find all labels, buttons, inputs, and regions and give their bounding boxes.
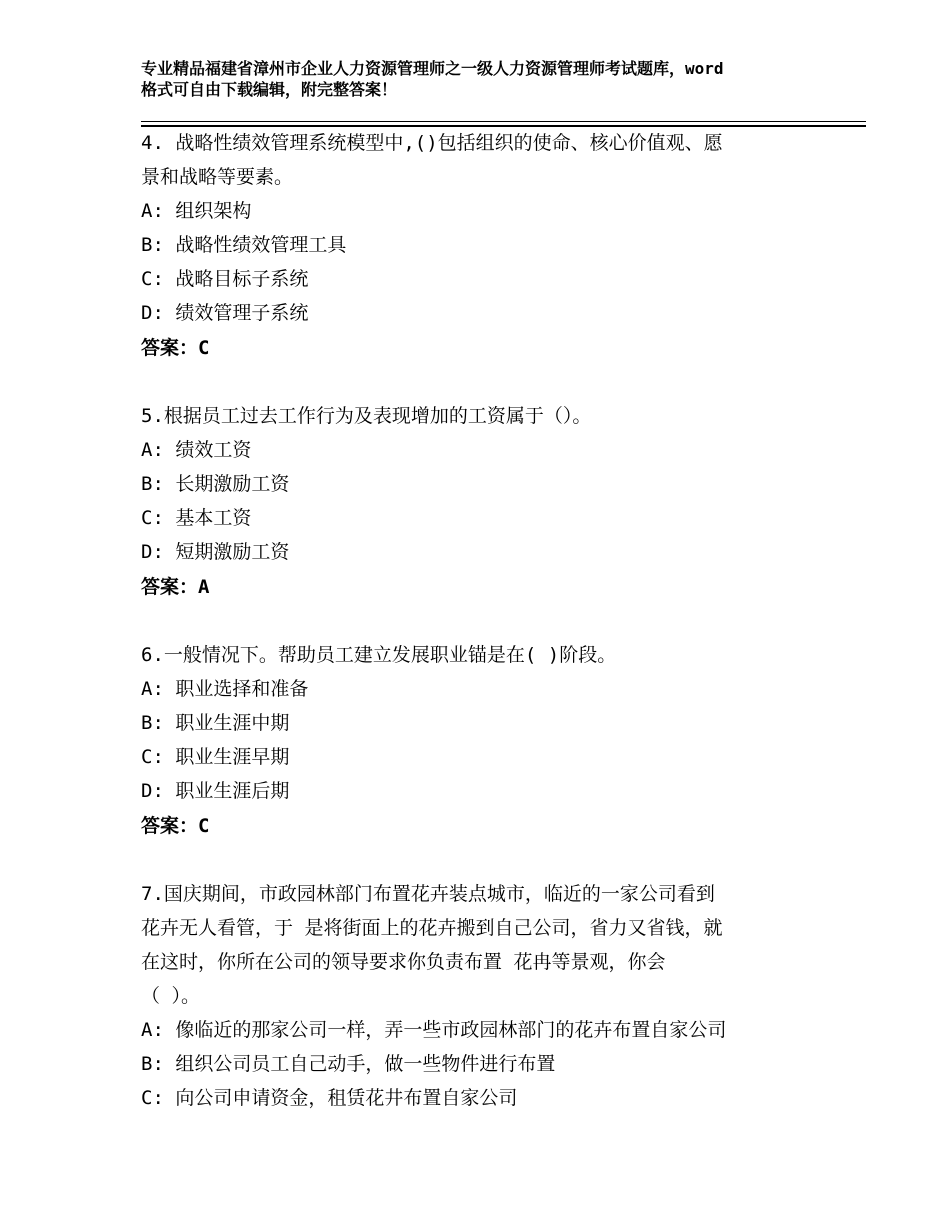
question-6-option-c: C: 职业生涯早期 bbox=[141, 746, 290, 768]
question-4-answer: 答案：C bbox=[141, 337, 210, 359]
header-line-1: 专业精品福建省漳州市企业人力资源管理师之一级人力资源管理师考试题库，word bbox=[141, 59, 724, 78]
question-7-stem-line-4: （ ）。 bbox=[141, 985, 200, 1007]
question-6-option-a: A: 职业选择和准备 bbox=[141, 678, 309, 700]
question-6-option-d: D: 职业生涯后期 bbox=[141, 780, 290, 802]
question-4-option-a: A: 组织架构 bbox=[141, 200, 252, 222]
question-5-option-d: D: 短期激励工资 bbox=[141, 541, 290, 563]
question-7-stem-line-2: 花卉无人看管，于 是将街面上的花卉搬到自己公司，省力又省钱，就 bbox=[141, 917, 723, 939]
question-4-stem-line-2: 景和战略等要素。 bbox=[141, 166, 294, 188]
question-7-option-c: C: 向公司申请资金，租赁花井布置自家公司 bbox=[141, 1087, 518, 1109]
document-header bbox=[141, 58, 841, 100]
question-5-answer: 答案：A bbox=[141, 576, 210, 598]
header-rule-thin bbox=[141, 121, 866, 122]
question-7-option-a: A: 像临近的那家公司一样，弄一些市政园林部门的花卉布置自家公司 bbox=[141, 1019, 727, 1041]
question-4-option-b: B: 战略性绩效管理工具 bbox=[141, 234, 347, 256]
question-5-option-a: A: 绩效工资 bbox=[141, 439, 252, 461]
header-line-2: 格式可自由下载编辑，附完整答案！ bbox=[141, 80, 398, 99]
question-4-option-c: C: 战略目标子系统 bbox=[141, 268, 309, 290]
question-5-stem-line-1: 5.根据员工过去工作行为及表现增加的工资属于（）。 bbox=[141, 405, 592, 427]
question-7-stem-line-3: 在这时，你所在公司的领导要求你负责布置 花冉等景观，你会 bbox=[141, 951, 666, 973]
question-4-option-d: D: 绩效管理子系统 bbox=[141, 302, 309, 324]
question-4-stem-line-1: 4. 战略性绩效管理系统模型中,()包括组织的使命、核心价值观、愿 bbox=[141, 132, 723, 154]
question-7-option-b: B: 组织公司员工自己动手，做一些物件进行布置 bbox=[141, 1053, 556, 1075]
question-6-stem-line-1: 6.一般情况下。帮助员工建立发展职业锚是在( )阶段。 bbox=[141, 644, 617, 666]
question-5-option-b: B: 长期激励工资 bbox=[141, 473, 290, 495]
question-6-option-b: B: 职业生涯中期 bbox=[141, 712, 290, 734]
header-rule-thick bbox=[141, 125, 866, 127]
question-7-stem-line-1: 7.国庆期间，市政园林部门布置花卉装点城市，临近的一家公司看到 bbox=[141, 883, 715, 905]
question-5-option-c: C: 基本工资 bbox=[141, 507, 252, 529]
question-6-answer: 答案：C bbox=[141, 815, 210, 837]
